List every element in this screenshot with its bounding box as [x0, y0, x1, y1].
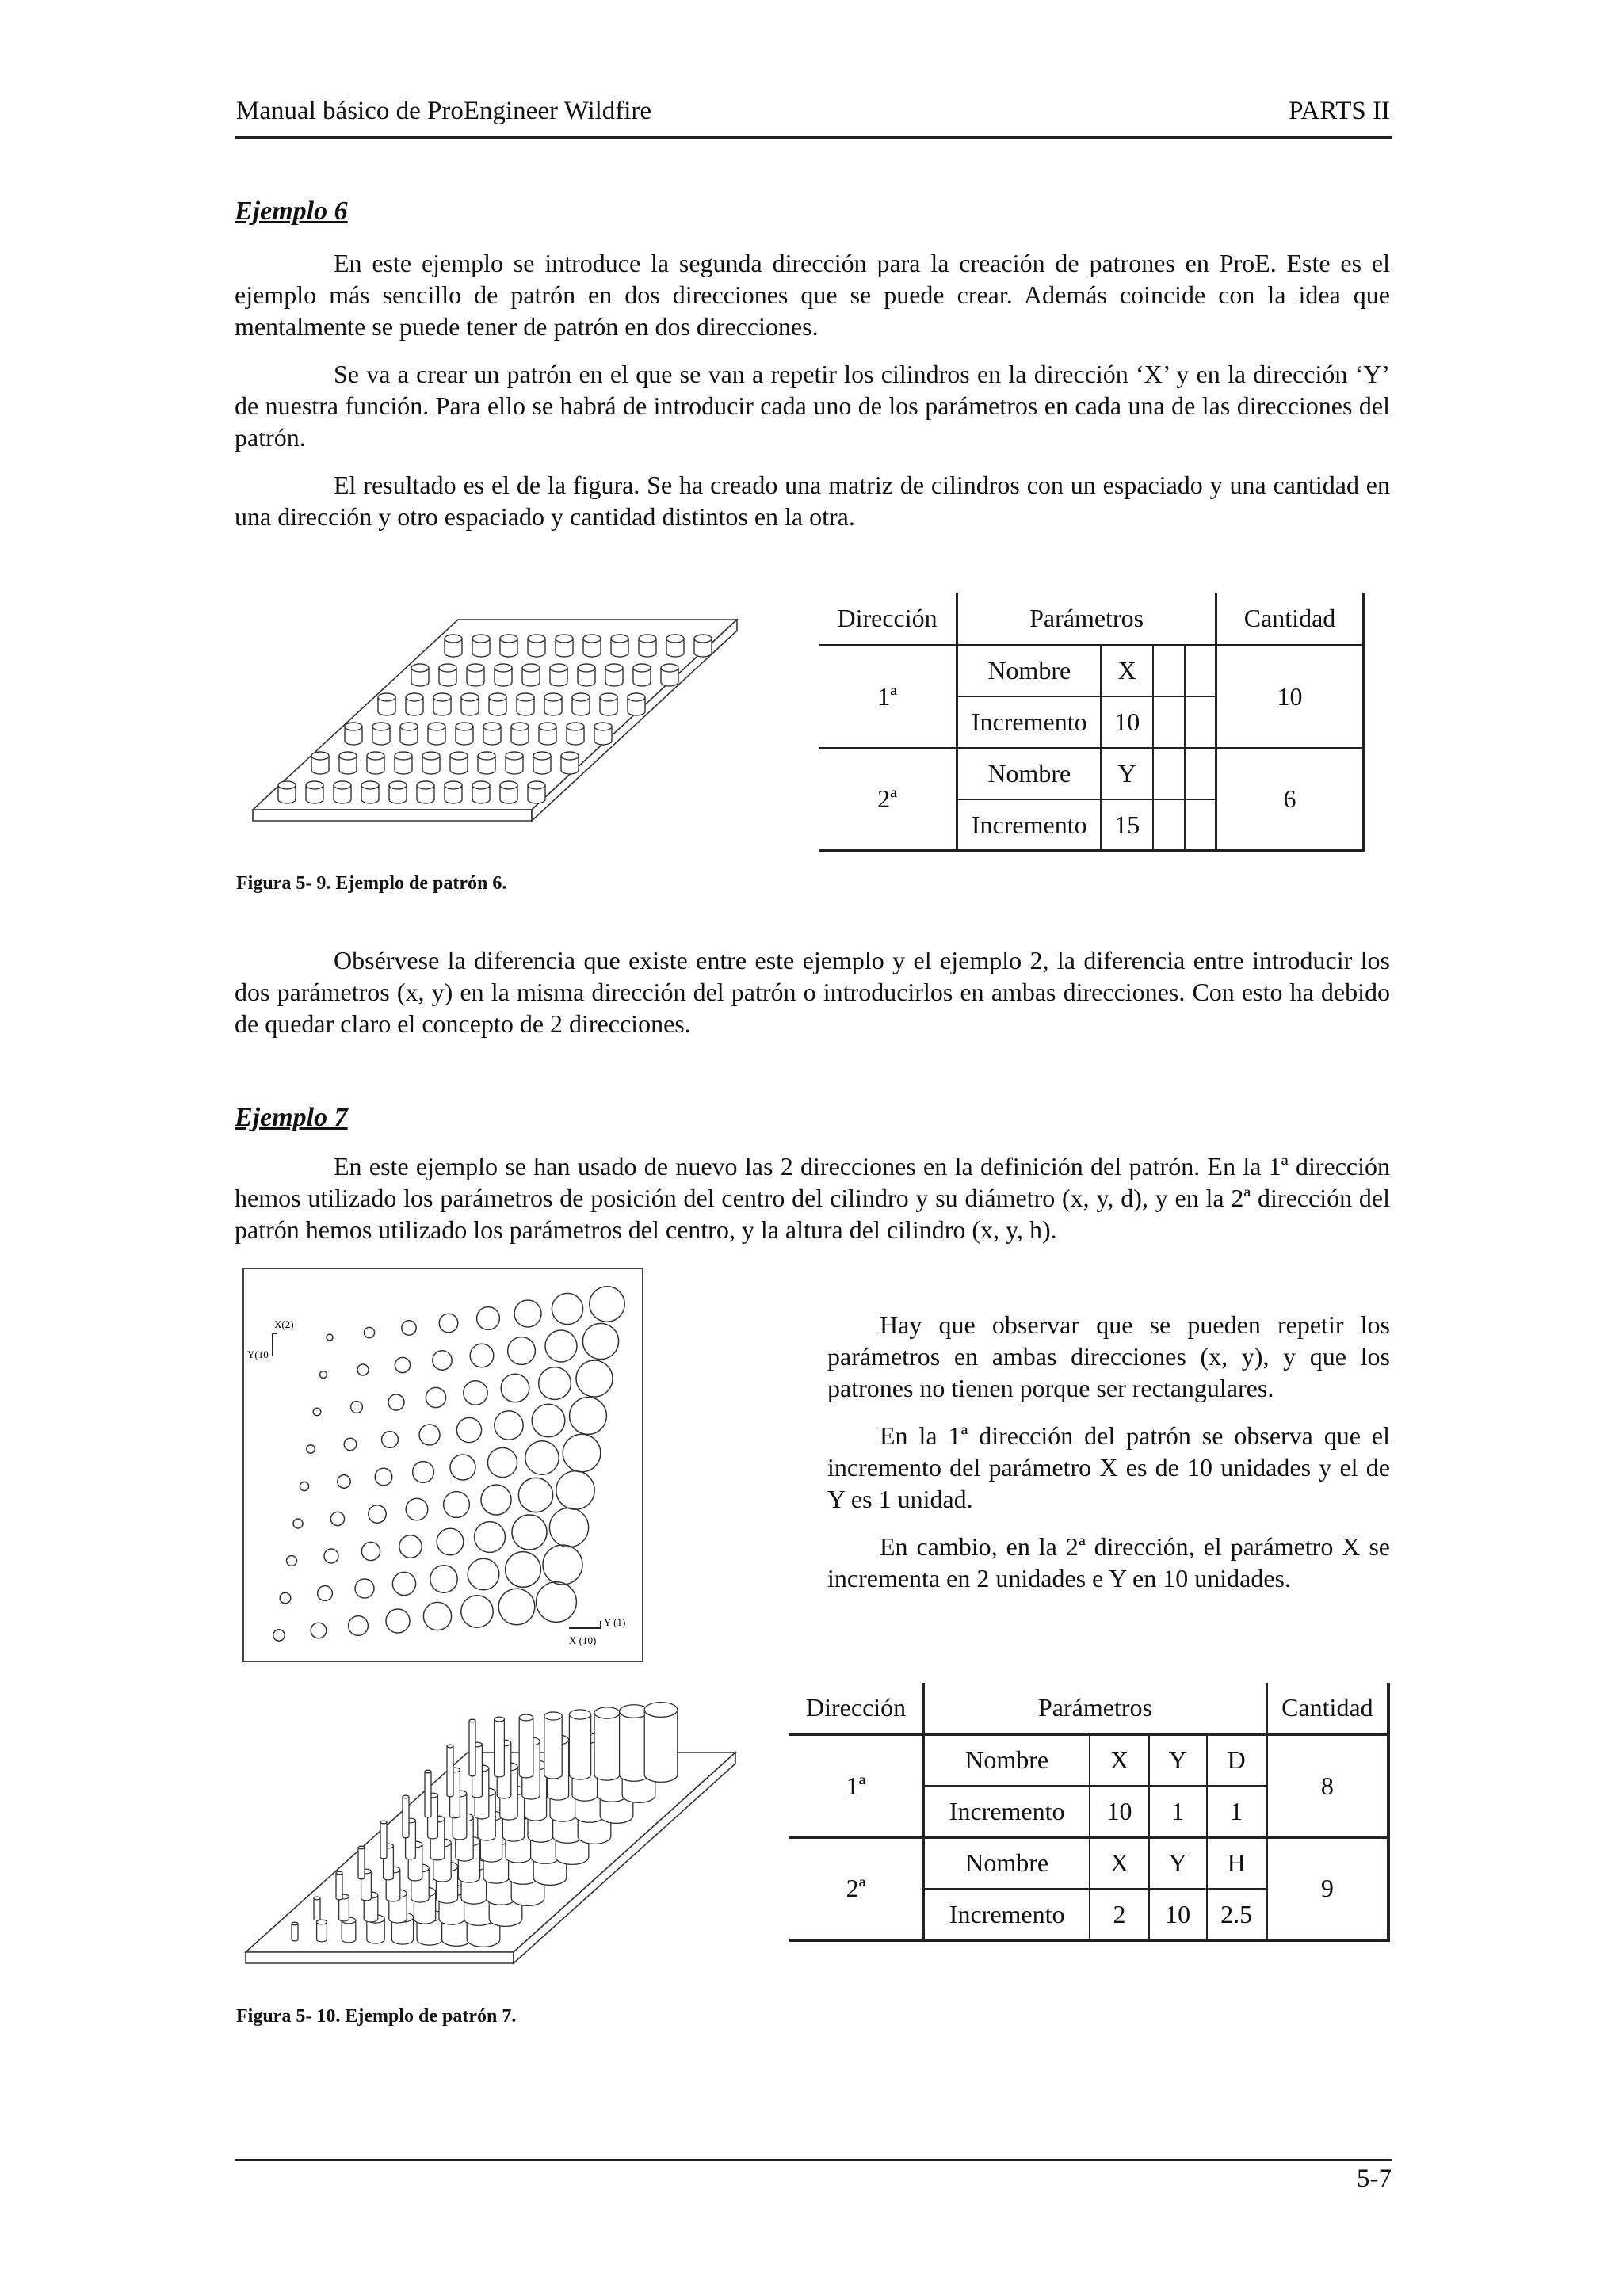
table-cell-empty [1185, 748, 1216, 799]
table-cell-value: 10 [1101, 696, 1153, 748]
cylinder [528, 635, 545, 657]
cylinder [594, 1707, 620, 1780]
figure-5-9-caption: Figura 5- 9. Ejemplo de patrón 6. [236, 873, 507, 894]
table-cell-value: H [1207, 1837, 1267, 1889]
cylinder [406, 693, 423, 715]
ejemplo7-paragraph-1: En este ejemplo se han usado de nuevo las 2 direcciones en la definición del patrón. En la 1ª dirección hemos utilizado los parámetros de posición del centro del cilindro y su diámetro (x, y, d), y en la 2ª dirección del patrón hemos utilizado los parámetros del centro, y la altura del cilindro (x, y, h). [235, 1152, 1390, 1244]
cylinder [380, 1821, 387, 1859]
cylinder [433, 693, 451, 715]
cylinder [403, 1795, 409, 1838]
table-cell-label: Incremento [924, 1786, 1090, 1837]
table-header-parameters: Parámetros [957, 593, 1216, 645]
cylinder [314, 1897, 320, 1920]
cylinder [469, 1719, 475, 1776]
cylinder [339, 752, 357, 774]
table-cell-label: Nombre [957, 748, 1102, 799]
cylinder [495, 664, 512, 686]
table-cell-quantity-2: 9 [1266, 1837, 1388, 1940]
cylinder [358, 1846, 365, 1879]
cylinder [395, 752, 412, 774]
table-cell-value: X [1101, 645, 1153, 696]
cylinder [519, 1714, 533, 1778]
table-cell-label: Nombre [924, 1837, 1090, 1889]
cylinder [450, 752, 468, 774]
cylinder [605, 664, 623, 686]
cylinder [445, 781, 462, 803]
cylinder [544, 1712, 562, 1779]
cylinder [456, 723, 473, 745]
table-cell-empty [1185, 645, 1216, 696]
table-header-direction: Dirección [819, 593, 957, 645]
cylinder [600, 693, 617, 715]
cylinder [425, 1770, 431, 1817]
cylinder [528, 781, 545, 803]
cylinder [666, 635, 684, 657]
cylinder [550, 664, 567, 686]
cylinder [517, 693, 534, 715]
cylinder [639, 635, 656, 657]
cylinder [633, 664, 651, 686]
cylinder [611, 635, 628, 657]
cylinder [428, 723, 445, 745]
cylinder [447, 1745, 453, 1797]
cylinder [533, 752, 551, 774]
ejemplo6-parameter-table [819, 593, 1365, 852]
figure-5-10-caption: Figura 5- 10. Ejemplo de patrón 7. [236, 2006, 517, 2027]
cylinder [539, 723, 556, 745]
table-cell-empty [1185, 799, 1216, 851]
ejemplo7-side-paragraph-3: En cambio, en la 2ª dirección, el parámetro X se incrementa en 2 unidades e Y en 10 unidades. [827, 1532, 1390, 1592]
table-cell-value: X [1090, 1837, 1149, 1889]
table-cell-direction-2: 2ª [789, 1837, 924, 1940]
axis-label-x2: X(2) [274, 1318, 294, 1330]
cylinder [461, 693, 479, 715]
figure-5-10-iso-view [238, 1680, 745, 1981]
table-cell-empty [1153, 799, 1185, 851]
table-cell-value: 2.5 [1207, 1889, 1267, 1940]
cylinder [500, 635, 517, 657]
axis-label-y1: Y (1) [604, 1616, 626, 1628]
cylinder [378, 693, 395, 715]
header-section: PARTS II [1289, 97, 1390, 125]
axis-label-y10: Y(10 [247, 1348, 269, 1360]
table-header-parameters: Parámetros [924, 1683, 1267, 1734]
figure-5-9-cylinder-grid [238, 602, 745, 840]
cylinder [569, 1710, 590, 1779]
cylinder [628, 693, 645, 715]
ejemplo6-paragraph-2: Se va a crear un patrón en el que se van a repetir los cilindros en la dirección ‘X’ y en la dirección ‘Y’ de nuestra función. Para ello se habrá de introducir cada uno de los parámetros en cada una de las direcciones del patrón. [235, 360, 1390, 452]
ejemplo6-paragraph-3: El resultado es el de la figura. Se ha creado una matriz de cilindros con un espaciado y una cantidad en una dirección y otro espaciado y cantidad distintos en la otra. [235, 471, 1390, 531]
ejemplo7-side-paragraph-2: En la 1ª dirección del patrón se observa que el incremento del parámetro X es de 10 unidades y el de Y es 1 unidad. [827, 1421, 1390, 1513]
cylinder [544, 693, 562, 715]
table-cell-label: Incremento [957, 799, 1102, 851]
cylinder [594, 723, 612, 745]
cylinder [556, 635, 573, 657]
cylinder [361, 781, 379, 803]
table-cell-value: 10 [1090, 1786, 1149, 1837]
cylinder [278, 781, 296, 803]
table-cell-value: Y [1101, 748, 1153, 799]
cylinder [511, 723, 529, 745]
table-cell-value: 15 [1101, 799, 1153, 851]
table-cell-value: Y [1149, 1734, 1207, 1786]
cylinder [472, 781, 490, 803]
table-cell-quantity-1: 10 [1216, 645, 1364, 748]
ejemplo7-parameter-table [789, 1683, 1390, 1942]
table-cell-direction-1: 1ª [789, 1734, 924, 1837]
cylinder [367, 752, 384, 774]
cylinder [472, 635, 490, 657]
table-cell-value: Y [1149, 1837, 1207, 1889]
cylinder [467, 664, 484, 686]
cylinder [661, 664, 678, 686]
cylinder [489, 693, 506, 715]
table-cell-empty [1153, 748, 1185, 799]
table-cell-empty [1153, 696, 1185, 748]
table-cell-label: Nombre [924, 1734, 1090, 1786]
table-cell-direction-1: 1ª [819, 645, 957, 748]
page-header [235, 97, 1392, 139]
ejemplo6-paragraph-1: En este ejemplo se introduce la segunda dirección para la creación de patrones en ProE. Este es el ejemplo más sencillo de patrón en dos direcciones que se puede crear. Además coincide con la idea que mentalmente se puede tener de patrón en dos direcciones. [235, 249, 1390, 341]
table-header-quantity: Cantidad [1216, 593, 1364, 645]
cylinder [311, 752, 329, 774]
cylinder [572, 693, 590, 715]
header-title: Manual básico de ProEngineer Wildfire [236, 97, 652, 125]
table-cell-value: 10 [1149, 1889, 1207, 1940]
figure-5-10-top-view [242, 1268, 643, 1662]
table-header-direction: Dirección [789, 1683, 924, 1734]
cylinder [522, 664, 540, 686]
cylinder [345, 723, 362, 745]
table-header-quantity: Cantidad [1266, 1683, 1388, 1734]
cylinder [389, 781, 407, 803]
table-cell-value: 2 [1090, 1889, 1149, 1940]
cylinder [439, 664, 456, 686]
cylinder [417, 781, 434, 803]
cylinder [561, 752, 579, 774]
table-cell-direction-2: 2ª [819, 748, 957, 851]
table-cell-empty [1185, 696, 1216, 748]
cylinder [567, 723, 584, 745]
cylinder [400, 723, 418, 745]
cylinder [644, 1703, 678, 1783]
cylinder [694, 635, 712, 657]
table-cell-value: X [1090, 1734, 1149, 1786]
ejemplo6-heading: Ejemplo 6 [235, 196, 348, 226]
table-cell-value: D [1207, 1734, 1267, 1786]
cylinder [506, 752, 523, 774]
table-cell-label: Incremento [924, 1889, 1090, 1940]
cylinder [317, 1920, 327, 1942]
page-footer-rule [235, 2159, 1392, 2161]
table-cell-label: Nombre [957, 645, 1102, 696]
cylinder [495, 1717, 505, 1777]
cylinder [292, 1922, 298, 1941]
table-cell-value: 1 [1149, 1786, 1207, 1837]
table-cell-quantity-2: 6 [1216, 748, 1364, 851]
cylinder [578, 664, 595, 686]
table-cell-value: 1 [1207, 1786, 1267, 1837]
page-number: 5-7 [1357, 2164, 1392, 2193]
ejemplo6-paragraph-4: Obsérvese la diferencia que existe entre este ejemplo y el ejemplo 2, la diferencia entre introducir los dos parámetros (x, y) en la misma dirección del patrón o introducirlos en ambas direcciones. Con esto ha debido de quedar claro el concepto de 2 direcciones. [235, 946, 1390, 1038]
table-cell-quantity-1: 8 [1266, 1734, 1388, 1837]
ejemplo7-heading: Ejemplo 7 [235, 1103, 348, 1132]
axis-label-x10: X (10) [569, 1634, 597, 1646]
cylinder [445, 635, 462, 657]
cylinder [306, 781, 323, 803]
table-cell-empty [1153, 645, 1185, 696]
cylinder [411, 664, 429, 686]
cylinder [583, 635, 601, 657]
ejemplo7-side-paragraph-1: Hay que observar que se pueden repetir los parámetros en ambas direcciones (x, y), y que los patrones no tienen porque ser rectangulares. [827, 1310, 1390, 1402]
cylinder [334, 781, 351, 803]
cylinder [500, 781, 517, 803]
cylinder [372, 723, 390, 745]
cylinder [422, 752, 440, 774]
table-cell-label: Incremento [957, 696, 1102, 748]
cylinder [336, 1871, 342, 1900]
cylinder [478, 752, 495, 774]
cylinder [483, 723, 501, 745]
